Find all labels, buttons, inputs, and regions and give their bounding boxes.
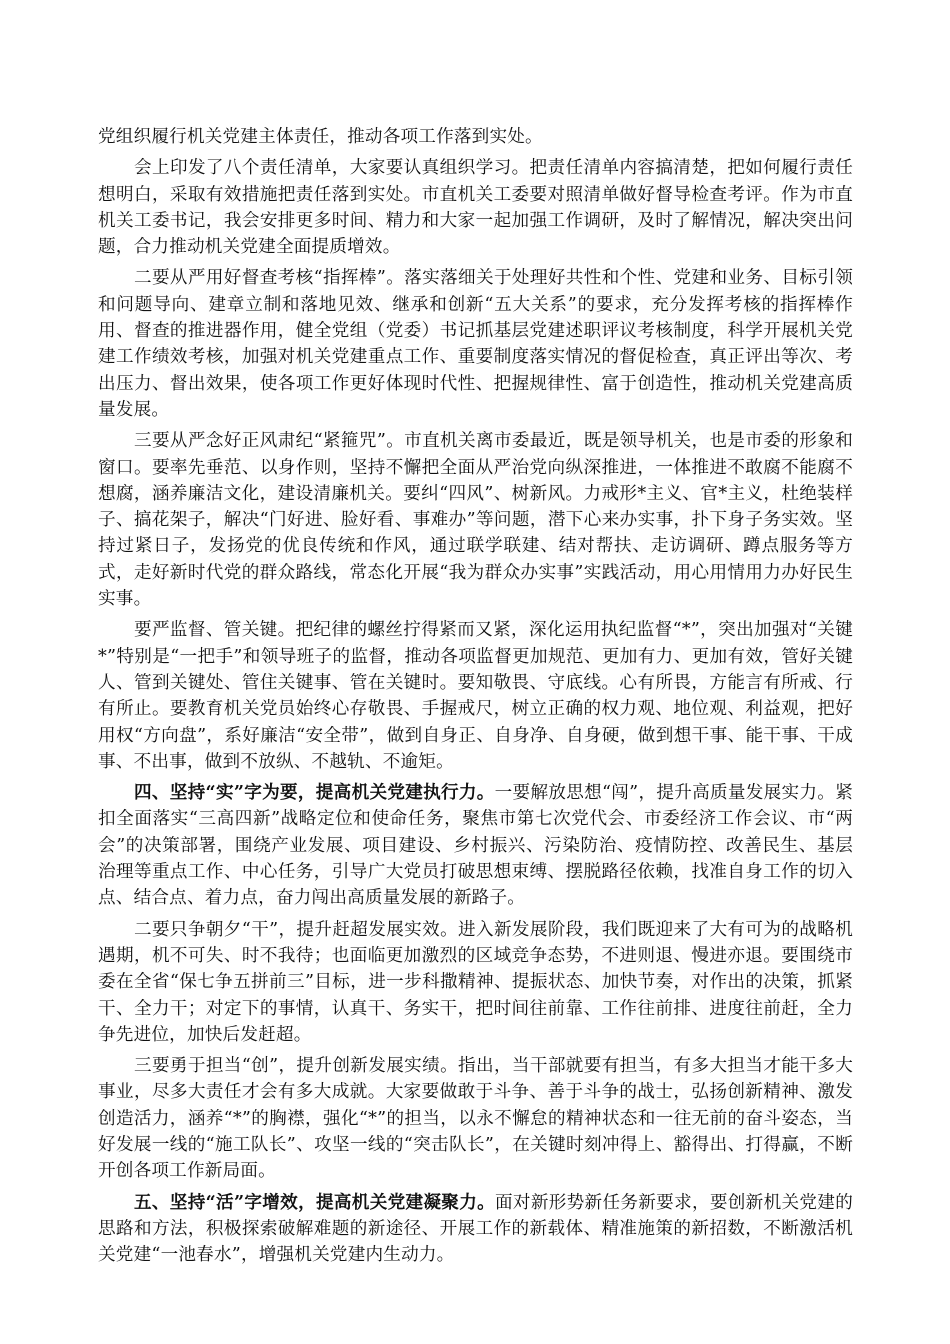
paragraph-2 <box>98 155 853 265</box>
section-4-heading: 四、坚持“实”字为要，提高机关党建执行力。 <box>134 782 495 804</box>
paragraph-7-text: 二要只争朝夕“干”，提升赶超发展实效。进入新发展阶段，我们既迎来了大有可为的战略机遇期，机不可失、时不我待；也面临更加激烈的区域竞争态势，不进则退、慢进亦退。要围绕市委在全省“保七争五拼前三”目标，进一步科撒精神、提振状态、加快节奏，对作出的决策，抓紧干、全力干；对定下的事情，认真干、务实干，把时间往前靠、工作往前排、进度往前赶，全力争先进位，加快后发赶超。 <box>98 919 853 1045</box>
paragraph-3-text: 二要从严用好督查考核“指挥棒”。落实落细关于处理好共性和个性、党建和业务、目标引领和问题导向、建章立制和落地见效、继承和创新“五大关系”的要求，充分发挥考核的指挥棒作用、督查的推进器作用，健全党组（党委）书记抓基层党建述职评议考核制度，科学开展机关党建工作绩效考核，加强对机关党建重点工作、重要制度落实情况的督促检查，真正评出等次、考出压力、督出效果，使各项工作更好体现时代性、把握规律性、富于创造性，推动机关党建高质量发展。 <box>98 268 853 420</box>
document-body <box>98 124 853 1273</box>
paragraph-4-text: 三要从严念好正风肃纪“紧箍咒”。市直机关离市委最近，既是领导机关，也是市委的形象和窗口。要率先垂范、以身作则，坚持不懈把全面从严治党向纵深推进，一体推进不敢腐不能腐不想腐，涵养廉洁文化，建设清廉机关。要纠“四风”、树新风。力戒形*主义、官*主义，杜绝装样子、搞花架子，解决“门好进、脸好看、事难办”等问题，潜下心来办实事，扑下身子务实效。坚持过紧日子，发扬党的优良传统和作风，通过联学联建、结对帮扶、走访调研、蹲点服务等方式，走好新时代党的群众路线，常态化开展“我为群众办实事”实践活动，用心用情用力办好民生实事。 <box>98 431 853 610</box>
paragraph-1 <box>98 124 853 155</box>
paragraph-5 <box>98 617 853 780</box>
paragraph-2-text: 会上印发了八个责任清单，大家要认真组织学习。把责任清单内容搞清楚，把如何履行责任想明白，采取有效措施把责任落到实处。市直机关工委要对照清单做好督导检查考评。作为市直机关工委书记，我会安排更多时间、精力和大家一起加强工作调研，及时了解情况，解决突出问题，合力推动机关党建全面提质增效。 <box>98 158 853 258</box>
section-5-heading: 五、坚持“活”字增效，提高机关党建凝聚力。 <box>134 1191 496 1213</box>
paragraph-3 <box>98 265 853 428</box>
section-5-paragraph <box>98 1190 853 1274</box>
paragraph-5-text: 要严监督、管关键。把纪律的螺丝拧得紧而又紧，深化运用执纪监督“*”，突出加强对“关键*”特别是“一把手”和领导班子的监督，推动各项监督更加规范、更加有力、更加有效，管好关键人、管到关键处、管住关键事、管在关键时。要知敬畏、守底线。心有所畏，方能言有所戒、行有所止。要教育机关党员始终心存敬畏、手握戒尺，树立正确的权力观、地位观、利益观，把好用权“方向盘”，系好廉洁“安全带”，做到自身正、自身净、自身硬，做到想干事、能干事、干成事、不出事，做到不放纵、不越轨、不逾矩。 <box>98 620 853 772</box>
paragraph-8 <box>98 1053 853 1189</box>
section-5-text: 面对新形势新任务新要求，要创新机关党建的思路和方法，积极探索破解难题的新途径、开展工作的新载体、精准施策的新招数，不断激活机关党建“一池春水”，增强机关党建内生动力。 <box>98 1192 853 1266</box>
paragraph-1-text: 党组织履行机关党建主体责任，推动各项工作落到实处。 <box>98 127 543 147</box>
paragraph-8-text: 三要勇于担当“创”，提升创新发展实绩。指出，当干部就要有担当，有多大担当才能干多大事业，尽多大责任才会有多大成就。大家要做敢于斗争、善于斗争的战士，弘扬创新精神、激发创造活力，涵养“*”的胸襟，强化“*”的担当，以永不懈怠的精神状态和一往无前的奋斗姿态，当好发展一线的“施工队长”、攻坚一线的“突击队长”，在关键时刻冲得上、豁得出、打得赢，不断开创各项工作新局面。 <box>98 1056 853 1182</box>
paragraph-4 <box>98 428 853 617</box>
section-4-text: 一要解放思想“闯”，提升高质量发展实力。紧扣全面落实“三高四新”战略定位和使命任务，聚焦市第七次党代会、市委经济工作会议、市“两会”的决策部署，围绕产业发展、项目建设、乡村振兴、污染防治、疫情防控、改善民生、基层治理等重点工作、中心任务，引导广大党员打破思想束缚、摆脱路径依赖，找准自身工作的切入点、结合点、着力点，奋力闯出高质量发展的新路子。 <box>98 783 853 909</box>
paragraph-7 <box>98 917 853 1053</box>
section-4-paragraph <box>98 780 853 916</box>
